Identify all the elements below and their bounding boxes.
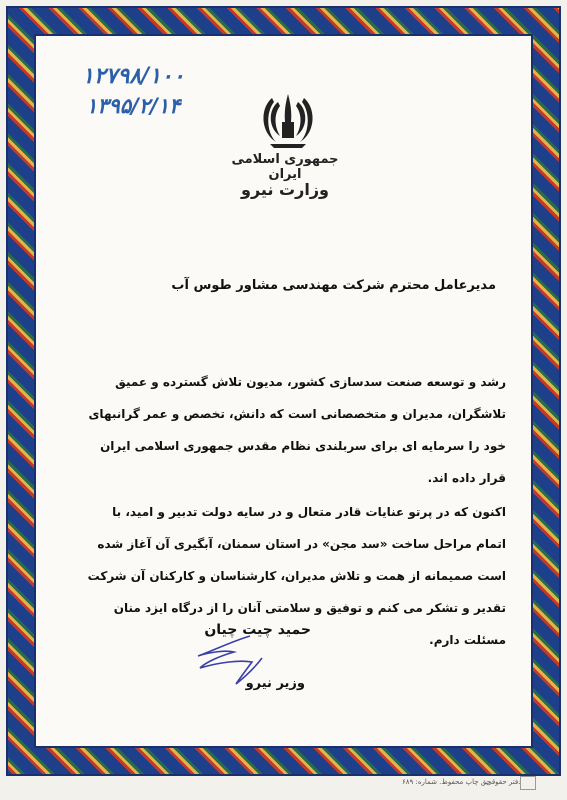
signatory-title: وزیر نیرو bbox=[245, 676, 305, 691]
footer-left-note: دفتر حقوقی bbox=[486, 778, 522, 786]
salutation: مدیرعامل محترم شرکت مهندسی مشاور طوس آب bbox=[171, 278, 496, 293]
paragraph-2: اکنون که در پرتو عنایات قادر متعال و در سایه دولت تدبیر و امید، با اتمام مراحل ساخت «سد مجن» در استان سمنان، آبگیری آن آغاز شده است صمیمانه از همت و تلاش مدیران، کارشناسان و کارکنان آن شرکت تقدیر و تشکر می کنم و توفیق و سلامتی آنان را از درگاه ایزد منان مسئلت دارم. bbox=[87, 505, 506, 647]
print-note: حق چاپ محفوظ. شماره: ۶۸۹ bbox=[402, 778, 491, 786]
ministry-title: وزارت نیرو bbox=[241, 180, 329, 199]
paragraph-1: رشد و توسعه صنعت سدسازی کشور، مدیون تلاش گسترده و عمیق تلاشگران، مدیران و متخصصانی است که دانش، تخصص و عمر گرانبهای خود را سرمایه ای برای سربلندی نظام مقدس جمهوری اسلامی ایران قرار داده اند. bbox=[88, 375, 506, 485]
signatory-name: حمید چیت چیان bbox=[204, 622, 311, 638]
iran-emblem-icon bbox=[256, 92, 320, 150]
page-corner-icon bbox=[520, 776, 536, 790]
letter-date: ۱۳۹۵/۲/۱۴ bbox=[86, 94, 181, 118]
republic-title: جمهوری اسلامی ایران bbox=[231, 152, 339, 182]
letter-number: ۱۲۷۹۸/۱۰۰ bbox=[82, 64, 185, 89]
